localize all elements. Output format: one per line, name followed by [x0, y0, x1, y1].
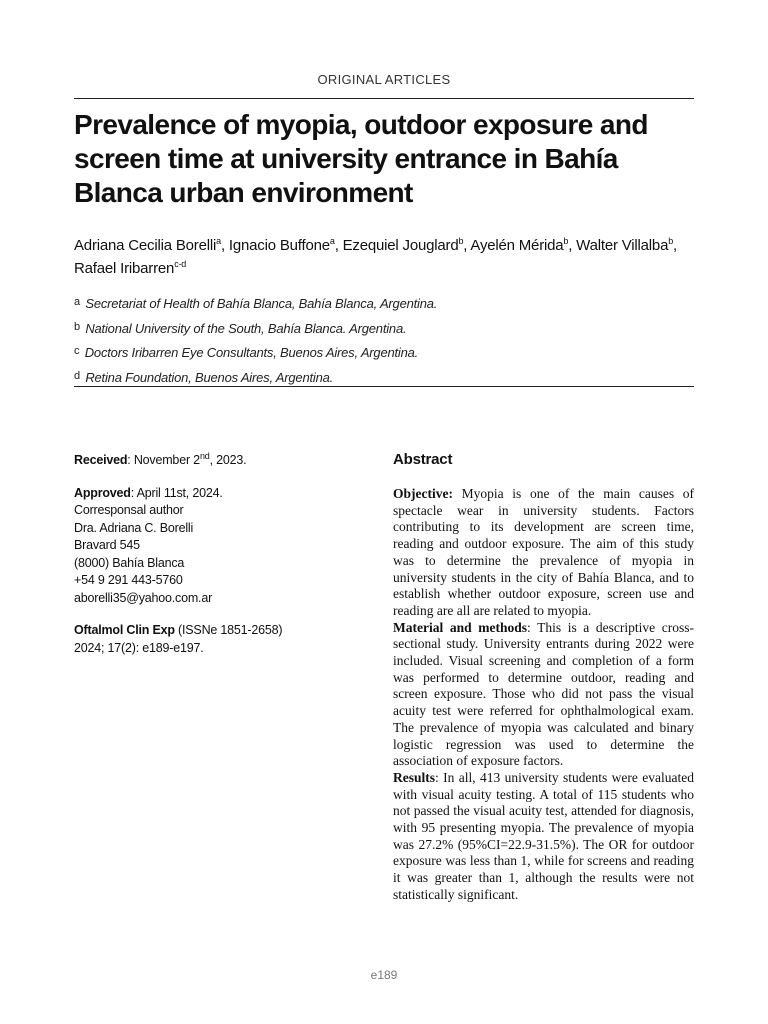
journal-citation: [74, 622, 364, 657]
abstract-section-label: Objective:: [393, 486, 453, 501]
corresponding-address: Bravard 545: [74, 538, 140, 552]
author-separator: ,: [568, 237, 577, 254]
author-affiliation-mark: a: [216, 236, 221, 246]
author-affiliation-mark: c-d: [174, 259, 187, 269]
article-meta: [74, 452, 364, 672]
affiliation-mark: b: [74, 320, 80, 333]
affiliation-item: [74, 291, 694, 316]
author-affiliation-mark: b: [458, 236, 464, 246]
received-ordinal: nd: [199, 450, 210, 461]
affiliation-mark: a: [74, 296, 80, 308]
corresponding-author: Dra. Adriana C. Borelli: [74, 520, 194, 535]
affiliation-mark: c: [74, 345, 80, 357]
approved-value: : April 11st, 2024.: [130, 485, 223, 500]
author-name: Ezequiel Jouglard: [342, 237, 459, 254]
author-name: Adriana Cecilia Borelli: [74, 237, 217, 254]
journal-volume: 2024; 17(2): e189-e197.: [74, 640, 204, 655]
affiliation-text: Secretariat of Health of Bahía Blanca, Bahía Blanca, Argentina.: [85, 296, 438, 311]
author-name: Ignacio Buffone: [228, 237, 330, 254]
affiliation-item: [74, 340, 694, 365]
author-name: Walter Villalba: [576, 237, 669, 254]
affiliation-item: [74, 316, 694, 341]
abstract-section-text: : In all, 413 university students were evaluated with visual acuity testing. A total of 115 students who not passed the visual acuity test, attended for diagnosis, with 95 presenting myopia. The prevalence of myopia was 27.2% (95%CI=22.9-31.5%). The OR for outdoor exposure was less than 1, while for screens and reading it was greater than 1, although the results were not statistically significant.: [393, 769, 694, 902]
affiliation-list: [74, 291, 694, 389]
received-year: , 2023.: [209, 453, 247, 467]
abstract-section-label: Material and methods: [393, 619, 527, 635]
author-affiliation-mark: a: [329, 236, 335, 246]
abstract-objective: [393, 486, 694, 620]
affiliation-mark: d: [74, 369, 80, 382]
corresponding-line: Corresponsal author: [74, 503, 184, 517]
abstract-heading: Abstract: [393, 451, 453, 468]
article-title: Prevalence of myopia, outdoor exposure and screen time at university entrance in Bahía Blanca urban environment: [74, 109, 648, 208]
received-label: Received: [74, 453, 128, 467]
journal-issn: (ISSNe 1851-2658): [174, 623, 283, 637]
author-separator: ,: [220, 237, 229, 254]
author-separator: ,: [334, 237, 343, 254]
affiliation-text: Retina Foundation, Buenos Aires, Argentina.: [85, 369, 334, 385]
abstract-section-text: : This is a descriptive cross-sectional study. University entrants during 2022 were included. Visual screening and completion of a form was performed to determine outdoor, reading and screen exposure. Those who did not pass the visual acuity test were referred for ophthalmological exam. The prevalence of myopia was calculated and binary logistic regression was used to determine the association of exposure factors.: [393, 619, 694, 769]
author-affiliation-mark: b: [668, 236, 674, 246]
received-date: [74, 452, 364, 470]
author-name: Rafael Iribarren: [74, 260, 175, 277]
received-value: : November 2: [127, 453, 200, 467]
author-separator: ,: [463, 237, 471, 254]
top-rule: [74, 98, 694, 99]
affiliation-text: National University of the South, Bahía Blanca. Argentina.: [85, 320, 407, 336]
journal-name: Oftalmol Clin Exp: [74, 623, 175, 637]
abstract-methods: [393, 620, 694, 770]
abstract-body: [393, 486, 694, 904]
abstract-results: [393, 770, 694, 904]
section-label: ORIGINAL ARTICLES: [317, 72, 451, 87]
bottom-rule: [74, 386, 694, 387]
affiliation-text: Doctors Iribarren Eye Consultants, Buenos Aires, Argentina.: [84, 345, 419, 360]
author-list: [74, 234, 694, 280]
corresponding-phone: +54 9 291 443-5760: [74, 573, 183, 587]
approved-label: Approved: [74, 485, 131, 500]
approval-and-contact: [74, 485, 364, 608]
abstract-section-text: Myopia is one of the main causes of spectacle wear in university students. Factors contributing to its development are screen time, reading and outdoor exposure. The aim of this study was to determine the prevalence of myopia in university students in the city of Bahía Blanca, and to establish whether outdoor exposure, screen use and reading are all are related to myopia.: [393, 486, 694, 618]
abstract-section-label: Results: [393, 769, 436, 785]
corresponding-city: (8000) Bahía Blanca: [74, 555, 185, 570]
author-affiliation-mark: b: [563, 236, 569, 246]
page-number: e189: [370, 968, 398, 982]
corresponding-email: aborelli35@yahoo.com.ar: [74, 590, 213, 605]
author-separator: ,: [673, 237, 677, 254]
author-name: Ayelén Mérida: [470, 237, 564, 254]
